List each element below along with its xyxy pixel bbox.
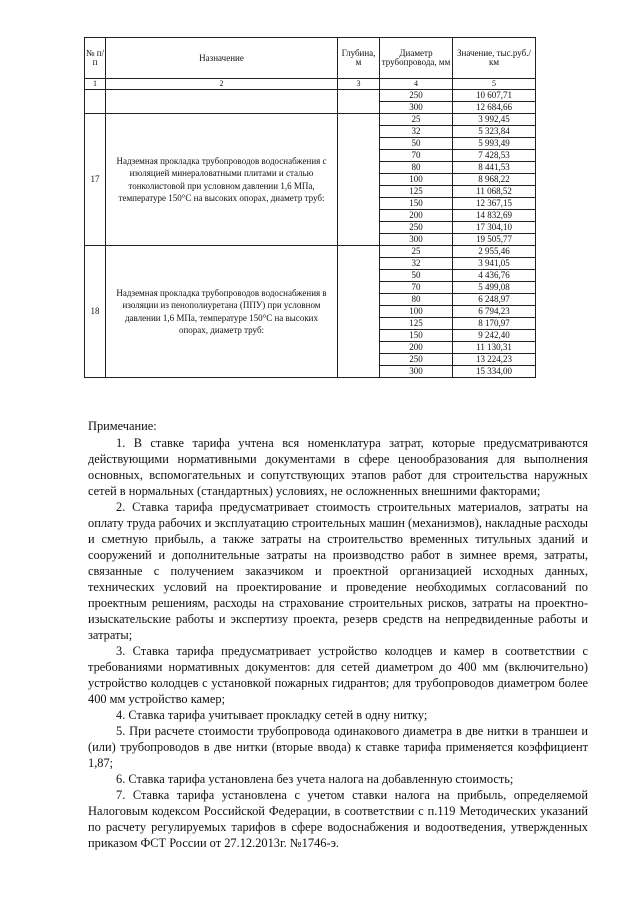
tariff-value: 5 993,49 — [453, 138, 536, 150]
pipe-diameter: 80 — [380, 294, 453, 306]
table-row — [85, 90, 536, 102]
tariff-value: 3 992,45 — [453, 114, 536, 126]
note-item: 1. В ставке тарифа учтена вся номенклатура затрат, которые предусматриваются действующими нормативными документами в сфере ценообразования для выполнения основных, вспомогательных и сопутствующих этапов работ для строительства наружных сетей в нормальных (стандартных) условиях, не осложненных внешними факторами; — [88, 436, 588, 498]
pipe-diameter: 100 — [380, 306, 453, 318]
column-index: 3 — [338, 79, 380, 90]
tariff-value: 2 955,46 — [453, 246, 536, 258]
table-row — [85, 114, 536, 126]
pipe-diameter: 125 — [380, 318, 453, 330]
note-item: 3. Ставка тарифа предусматривает устройство колодцев и камер в соответствии с требованиями нормативных документов: для сетей диаметром до 400 мм (включительно) устройство колодцев с установкой пожарных гидрантов; для трубопроводов диаметром более 400 мм устройство камер; — [88, 644, 588, 706]
tariff-value: 17 304,10 — [453, 222, 536, 234]
header-value: Значение, тыс.руб./км — [453, 38, 536, 79]
item-depth — [338, 114, 380, 246]
item-depth — [338, 246, 380, 378]
tariff-value: 3 941,05 — [453, 258, 536, 270]
header-num: № п/п — [85, 38, 106, 79]
pipe-diameter: 25 — [380, 114, 453, 126]
item-name: Надземная прокладка трубопроводов водоснабжения в изоляции из пенополиуретана (ППУ) при условном давлении 1,6 МПа, температуре 150°С на высоких опорах, диаметр труб: — [106, 246, 338, 378]
tariff-value: 13 224,23 — [453, 354, 536, 366]
pipe-diameter: 250 — [380, 90, 453, 102]
tariff-value: 5 323,84 — [453, 126, 536, 138]
column-index-row — [85, 79, 536, 90]
tariff-value: 12 367,15 — [453, 198, 536, 210]
tariff-value: 8 170,97 — [453, 318, 536, 330]
tariff-value: 6 794,23 — [453, 306, 536, 318]
tariff-value: 11 068,52 — [453, 186, 536, 198]
table-row — [85, 246, 536, 258]
tariff-value: 7 428,53 — [453, 150, 536, 162]
pipe-diameter: 32 — [380, 258, 453, 270]
pipe-diameter: 125 — [380, 186, 453, 198]
pipe-diameter: 300 — [380, 102, 453, 114]
tariff-value: 8 441,53 — [453, 162, 536, 174]
pipe-diameter: 200 — [380, 210, 453, 222]
notes-title: Примечание: — [88, 419, 157, 433]
item-name: Надземная прокладка трубопроводов водоснабжения с изоляцией минераловатными плитами и сталью тонколистовой при условном давлении 1,6 МПа, температуре 150°С на высоких опорах, диаметр труб: — [106, 114, 338, 246]
pipe-diameter: 100 — [380, 174, 453, 186]
tariff-value: 12 684,66 — [453, 102, 536, 114]
pipe-diameter: 80 — [380, 162, 453, 174]
pipe-diameter: 150 — [380, 198, 453, 210]
item-number: 18 — [85, 246, 106, 378]
pipe-diameter: 50 — [380, 270, 453, 282]
tariff-value: 9 242,40 — [453, 330, 536, 342]
header-depth: Глубина, м — [338, 38, 380, 79]
pipe-diameter: 32 — [380, 126, 453, 138]
pipe-diameter: 70 — [380, 282, 453, 294]
column-index: 5 — [453, 79, 536, 90]
tariff-value: 19 505,77 — [453, 234, 536, 246]
pipe-diameter: 300 — [380, 234, 453, 246]
pipe-diameter: 50 — [380, 138, 453, 150]
pipe-diameter: 200 — [380, 342, 453, 354]
table-header-row — [85, 38, 536, 79]
pipe-diameter: 300 — [380, 366, 453, 378]
note-item: 4. Ставка тарифа учитывает прокладку сетей в одну нитку; — [116, 708, 428, 722]
column-index: 4 — [380, 79, 453, 90]
pipe-diameter: 25 — [380, 246, 453, 258]
tariff-value: 8 968,22 — [453, 174, 536, 186]
tariff-value: 4 436,76 — [453, 270, 536, 282]
note-item: 2. Ставка тарифа предусматривает стоимость строительных материалов, затраты на оплату труда рабочих и эксплуатацию строительных машин (механизмов), накладные расходы и сметную прибыль, а также затраты на строительство временных титульных зданий и сооружений и дополнительные затраты на производство работ в зимнее время, затраты, связанные с получением заказчиком и проектной организацией исходных данных, технических условий на проектирование и проведение необходимых согласований по проектным решениям, расходы на страхование строительных рисков, затраты на проектно-изыскательские работы и экспертизу проекта, резерв средств на непредвиденные работы и затраты; — [88, 500, 588, 642]
pipe-diameter: 250 — [380, 354, 453, 366]
pipe-diameter: 150 — [380, 330, 453, 342]
notes-section — [88, 418, 588, 851]
item-number: 17 — [85, 114, 106, 246]
note-item: 7. Ставка тарифа установлена с учетом ставки налога на прибыль, определяемой Налоговым кодексом Российской Федерации, в соответствии с п.119 Методических указаний по расчету регулируемых тарифов в сфере водоснабжения и водоотведения, утвержденных приказом ФСТ России от 27.12.2013г. №1746-э. — [88, 788, 588, 850]
tariff-value: 14 832,69 — [453, 210, 536, 222]
header-diameter: Диаметр трубопровода, мм — [380, 38, 453, 79]
item-name — [106, 90, 338, 114]
note-item: 5. При расчете стоимости трубопровода одинакового диаметра в две нитки в траншеи и (или) трубопроводов в две нитки (вторые ввода) к ставке тарифа применяется коэффициент 1,87; — [88, 724, 588, 770]
item-depth — [338, 90, 380, 114]
column-index: 2 — [106, 79, 338, 90]
tariff-value: 5 499,08 — [453, 282, 536, 294]
tariff-value: 11 130,31 — [453, 342, 536, 354]
tariff-table — [84, 37, 536, 378]
note-item: 6. Ставка тарифа установлена без учета налога на добавленную стоимость; — [116, 772, 514, 786]
tariff-value: 6 248,97 — [453, 294, 536, 306]
table-body — [85, 90, 536, 378]
pipe-diameter: 250 — [380, 222, 453, 234]
tariff-value: 15 334,00 — [453, 366, 536, 378]
column-index: 1 — [85, 79, 106, 90]
header-name: Назначение — [106, 38, 338, 79]
item-number — [85, 90, 106, 114]
tariff-value: 10 607,71 — [453, 90, 536, 102]
pipe-diameter: 70 — [380, 150, 453, 162]
